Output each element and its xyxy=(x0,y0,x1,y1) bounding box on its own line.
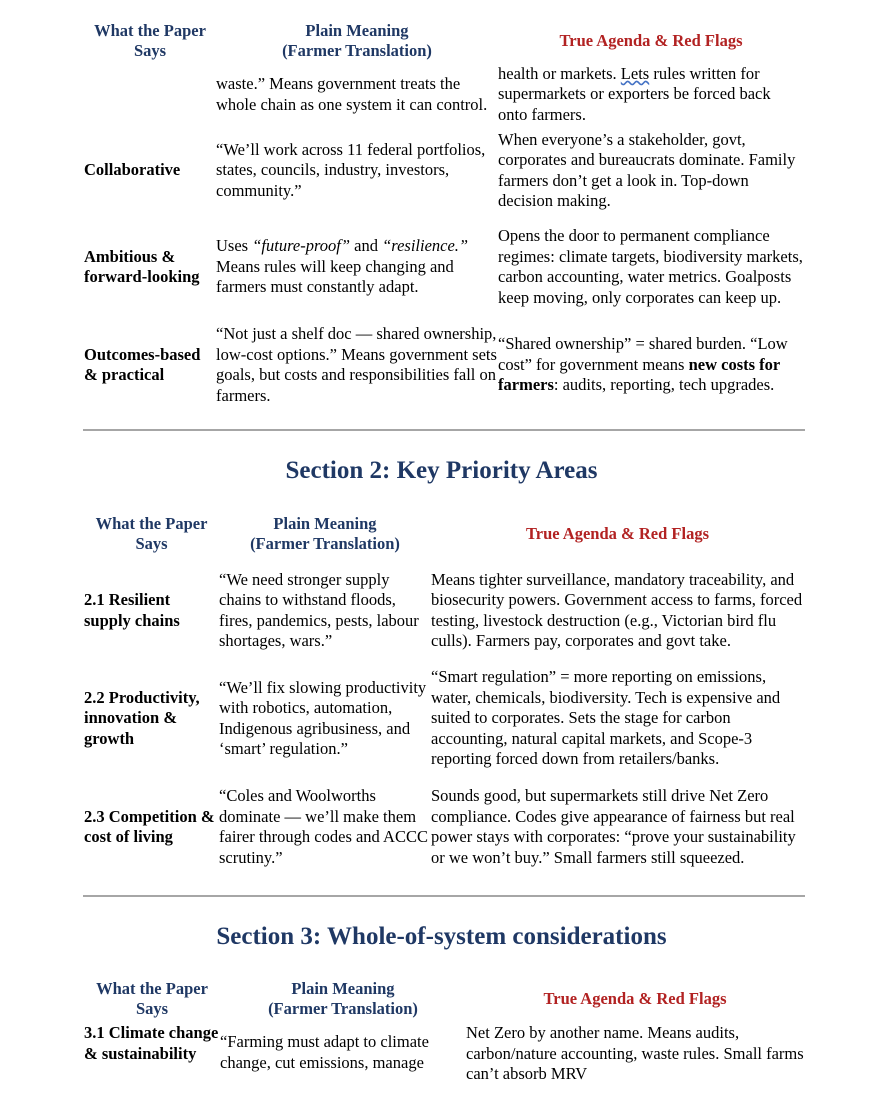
col-header-says: What the Paper Says xyxy=(95,514,208,553)
col-header-agenda: True Agenda & Red Flags xyxy=(543,989,727,1008)
row-agenda: Means tighter surveillance, mandatory traceability, and biosecurity powers. Government access to farms, forced testing, livestock destruction (e.g., Victorian bird flu culls). Farmers pay, corporates and govt take. xyxy=(431,569,803,650)
row-agenda: Opens the door to permanent compliance regimes: climate targets, biodiversity markets, carbon accounting, water metrics. Goalposts keep moving, only corporates can keep up. xyxy=(498,226,803,307)
section1-table xyxy=(84,20,804,410)
table-row xyxy=(84,1021,804,1085)
col-header-meaning: Plain Meaning (Farmer Translation) xyxy=(250,514,400,553)
section2-title: Section 2: Key Priority Areas xyxy=(285,457,598,484)
row-meaning: “Farming must adapt to climate change, cut emissions, manage xyxy=(220,1032,429,1072)
table-row xyxy=(84,320,804,410)
table-row xyxy=(84,664,804,773)
table-row xyxy=(84,773,804,881)
row-label: Ambitious & forward-looking xyxy=(84,246,200,286)
row-label: 2.3 Competition & cost of living xyxy=(84,806,215,846)
col-header-meaning: Plain Meaning (Farmer Translation) xyxy=(282,21,432,60)
row-label: 2.1 Resilient supply chains xyxy=(84,590,180,630)
row-label: Collaborative xyxy=(84,160,181,180)
section3-title: Section 3: Whole-of-system considerations xyxy=(216,923,667,950)
row-agenda: Net Zero by another name. Means audits, carbon/nature accounting, waste rules. Small farms can’t absorb MRV xyxy=(466,1023,804,1083)
row-agenda: When everyone’s a stakeholder, govt, corporates and bureaucrats dominate. Family farmers don’t get a look in. Top-down decision making. xyxy=(498,129,796,210)
row-label: 2.2 Productivity, innovation & growth xyxy=(84,687,200,748)
col-header-agenda: True Agenda & Red Flags xyxy=(525,524,710,543)
row-meaning: “We’ll fix slowing productivity with robotics, automation, Indigenous agribusiness, and ‘smart’ regulation.” xyxy=(219,677,427,758)
col-header-meaning: Plain Meaning (Farmer Translation) xyxy=(268,979,418,1018)
table-row xyxy=(84,127,804,214)
table-row xyxy=(84,62,804,127)
section2-table xyxy=(84,511,804,881)
row-agenda: “Shared ownership” = shared burden. “Low cost” for government means new costs for farmers: audits, reporting, tech upgrades. xyxy=(498,334,788,395)
row-agenda: health or markets. Lets rules written for supermarkets or exporters be forced back onto farmers. xyxy=(498,63,771,124)
row-agenda: “Smart regulation” = more reporting on emissions, water, chemicals, biodiversity. Tech is expensive and suited to corporates. Sets the stage for carbon accounting, natural capital markets, and Scope-3 reporting forced down from retailers/banks. xyxy=(431,667,781,769)
section-divider xyxy=(83,429,805,431)
row-meaning: “Coles and Woolworths dominate — we’ll make them fairer through codes and ACCC scrutiny.” xyxy=(219,786,428,867)
spelling-flag-word: Lets xyxy=(620,63,650,83)
row-meaning: “We’ll work across 11 federal portfolios, states, councils, industry, investors, community.” xyxy=(216,139,486,200)
section3-table xyxy=(84,977,804,1085)
row-agenda: Sounds good, but supermarkets still drive Net Zero compliance. Codes give appearance of fairness but real power stays with corporates: “prove your sustainability or we won’t buy.” Small farmers still squeezed. xyxy=(431,786,796,867)
table-header-row xyxy=(84,511,804,557)
table-row xyxy=(84,557,804,664)
row-meaning: Uses “future-proof” and “resilience.” Means rules will keep changing and farmers must constantly adapt. xyxy=(216,236,469,297)
col-header-agenda: True Agenda & Red Flags xyxy=(559,31,743,50)
table-header-row xyxy=(84,977,804,1021)
row-label xyxy=(84,62,216,127)
row-label: 3.1 Climate change & sustainability xyxy=(84,1023,219,1063)
row-label: Outcomes-based & practical xyxy=(84,344,201,384)
row-meaning: waste.” Means government treats the whole chain as one system it can control. xyxy=(216,74,488,114)
row-meaning: “We need stronger supply chains to withstand floods, fires, pandemics, pests, labour shortages, wars.” xyxy=(219,569,419,650)
table-row xyxy=(84,214,804,320)
col-header-says: What the Paper Says xyxy=(94,21,206,60)
section-divider xyxy=(83,895,805,897)
table-header-row xyxy=(84,20,804,62)
row-meaning: “Not just a shelf doc — shared ownership, low-cost options.” Means government sets goals, but costs and responsibilities fall on farmers. xyxy=(216,324,497,405)
col-header-says: What the Paper Says xyxy=(96,979,208,1018)
